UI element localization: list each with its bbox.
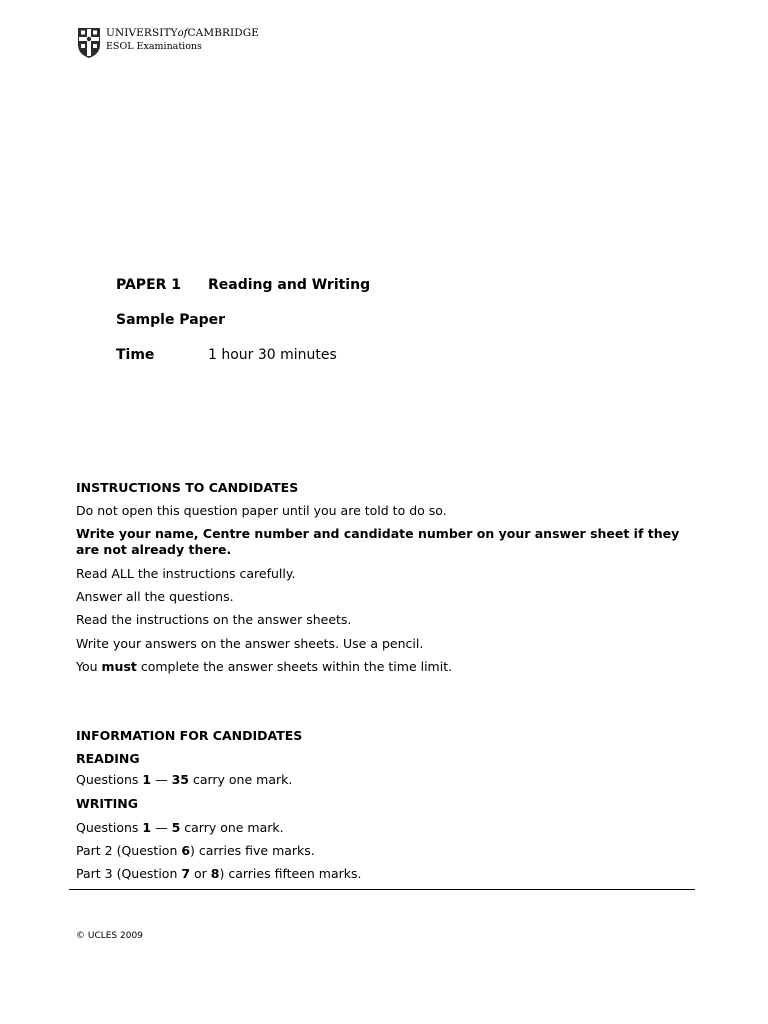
question-number: 5 (171, 820, 181, 835)
time-label: Time (116, 347, 155, 363)
instruction-line-time-limit (76, 659, 452, 674)
emphasis-must: must (101, 659, 137, 674)
instruction-line: Answer all the questions. (76, 589, 234, 604)
text-run: carry one mark. (188, 772, 293, 787)
writing-part3-marks-line (76, 866, 362, 881)
question-number: 6 (181, 843, 191, 858)
paper-title: Reading and Writing (208, 277, 371, 293)
text-run: You (76, 659, 102, 674)
question-number: 1 (142, 772, 152, 787)
instruction-line: Read ALL the instructions carefully. (76, 566, 296, 581)
time-value: 1 hour 30 minutes (208, 347, 337, 363)
text-run: ) carries fifteen marks. (219, 866, 362, 881)
information-heading: INFORMATION FOR CANDIDATES (76, 728, 303, 743)
university-name-of: of (177, 28, 188, 39)
paper-title-row (116, 277, 370, 293)
paper-label: PAPER 1 (116, 277, 182, 293)
text-run: Part 3 (Question (76, 866, 182, 881)
instruction-line-bold: Write your name, Centre number and candidate number on your answer sheet if they are not already there. (76, 526, 680, 557)
university-header (77, 27, 259, 59)
text-run: — (151, 772, 172, 787)
brand-text (106, 27, 259, 52)
time-row (116, 347, 337, 363)
divider-rule (69, 889, 695, 890)
writing-part1-marks-line (76, 820, 284, 835)
text-run: or (190, 866, 211, 881)
instruction-line: Read the instructions on the answer sheets. (76, 612, 352, 627)
university-name-suffix: CAMBRIDGE (187, 27, 260, 39)
text-run: — (151, 820, 172, 835)
writing-part2-marks-line (76, 843, 315, 858)
reading-heading: READING (76, 751, 140, 766)
university-name-prefix: UNIVERSITY (106, 27, 178, 39)
reading-marks-line (76, 772, 292, 787)
cambridge-crest-icon (77, 27, 101, 59)
text-run: ) carries five marks. (190, 843, 315, 858)
text-run: complete the answer sheets within the time limit. (136, 659, 453, 674)
question-number: 35 (171, 772, 189, 787)
text-run: Part 2 (Question (76, 843, 182, 858)
text-run: Questions (76, 772, 143, 787)
university-name (106, 28, 259, 39)
sample-paper-label: Sample Paper (116, 312, 226, 328)
instruction-line: Do not open this question paper until you are told to do so. (76, 503, 447, 518)
instruction-line: Write your answers on the answer sheets. Use a pencil. (76, 636, 424, 651)
text-run: carry one mark. (180, 820, 284, 835)
writing-heading: WRITING (76, 796, 138, 811)
question-number: 8 (210, 866, 220, 881)
question-number: 7 (181, 866, 191, 881)
text-run: Questions (76, 820, 143, 835)
esol-subtitle: ESOL Examinations (106, 41, 202, 52)
instructions-heading: INSTRUCTIONS TO CANDIDATES (76, 480, 299, 495)
question-number: 1 (142, 820, 152, 835)
copyright-footer: © UCLES 2009 (76, 931, 143, 941)
